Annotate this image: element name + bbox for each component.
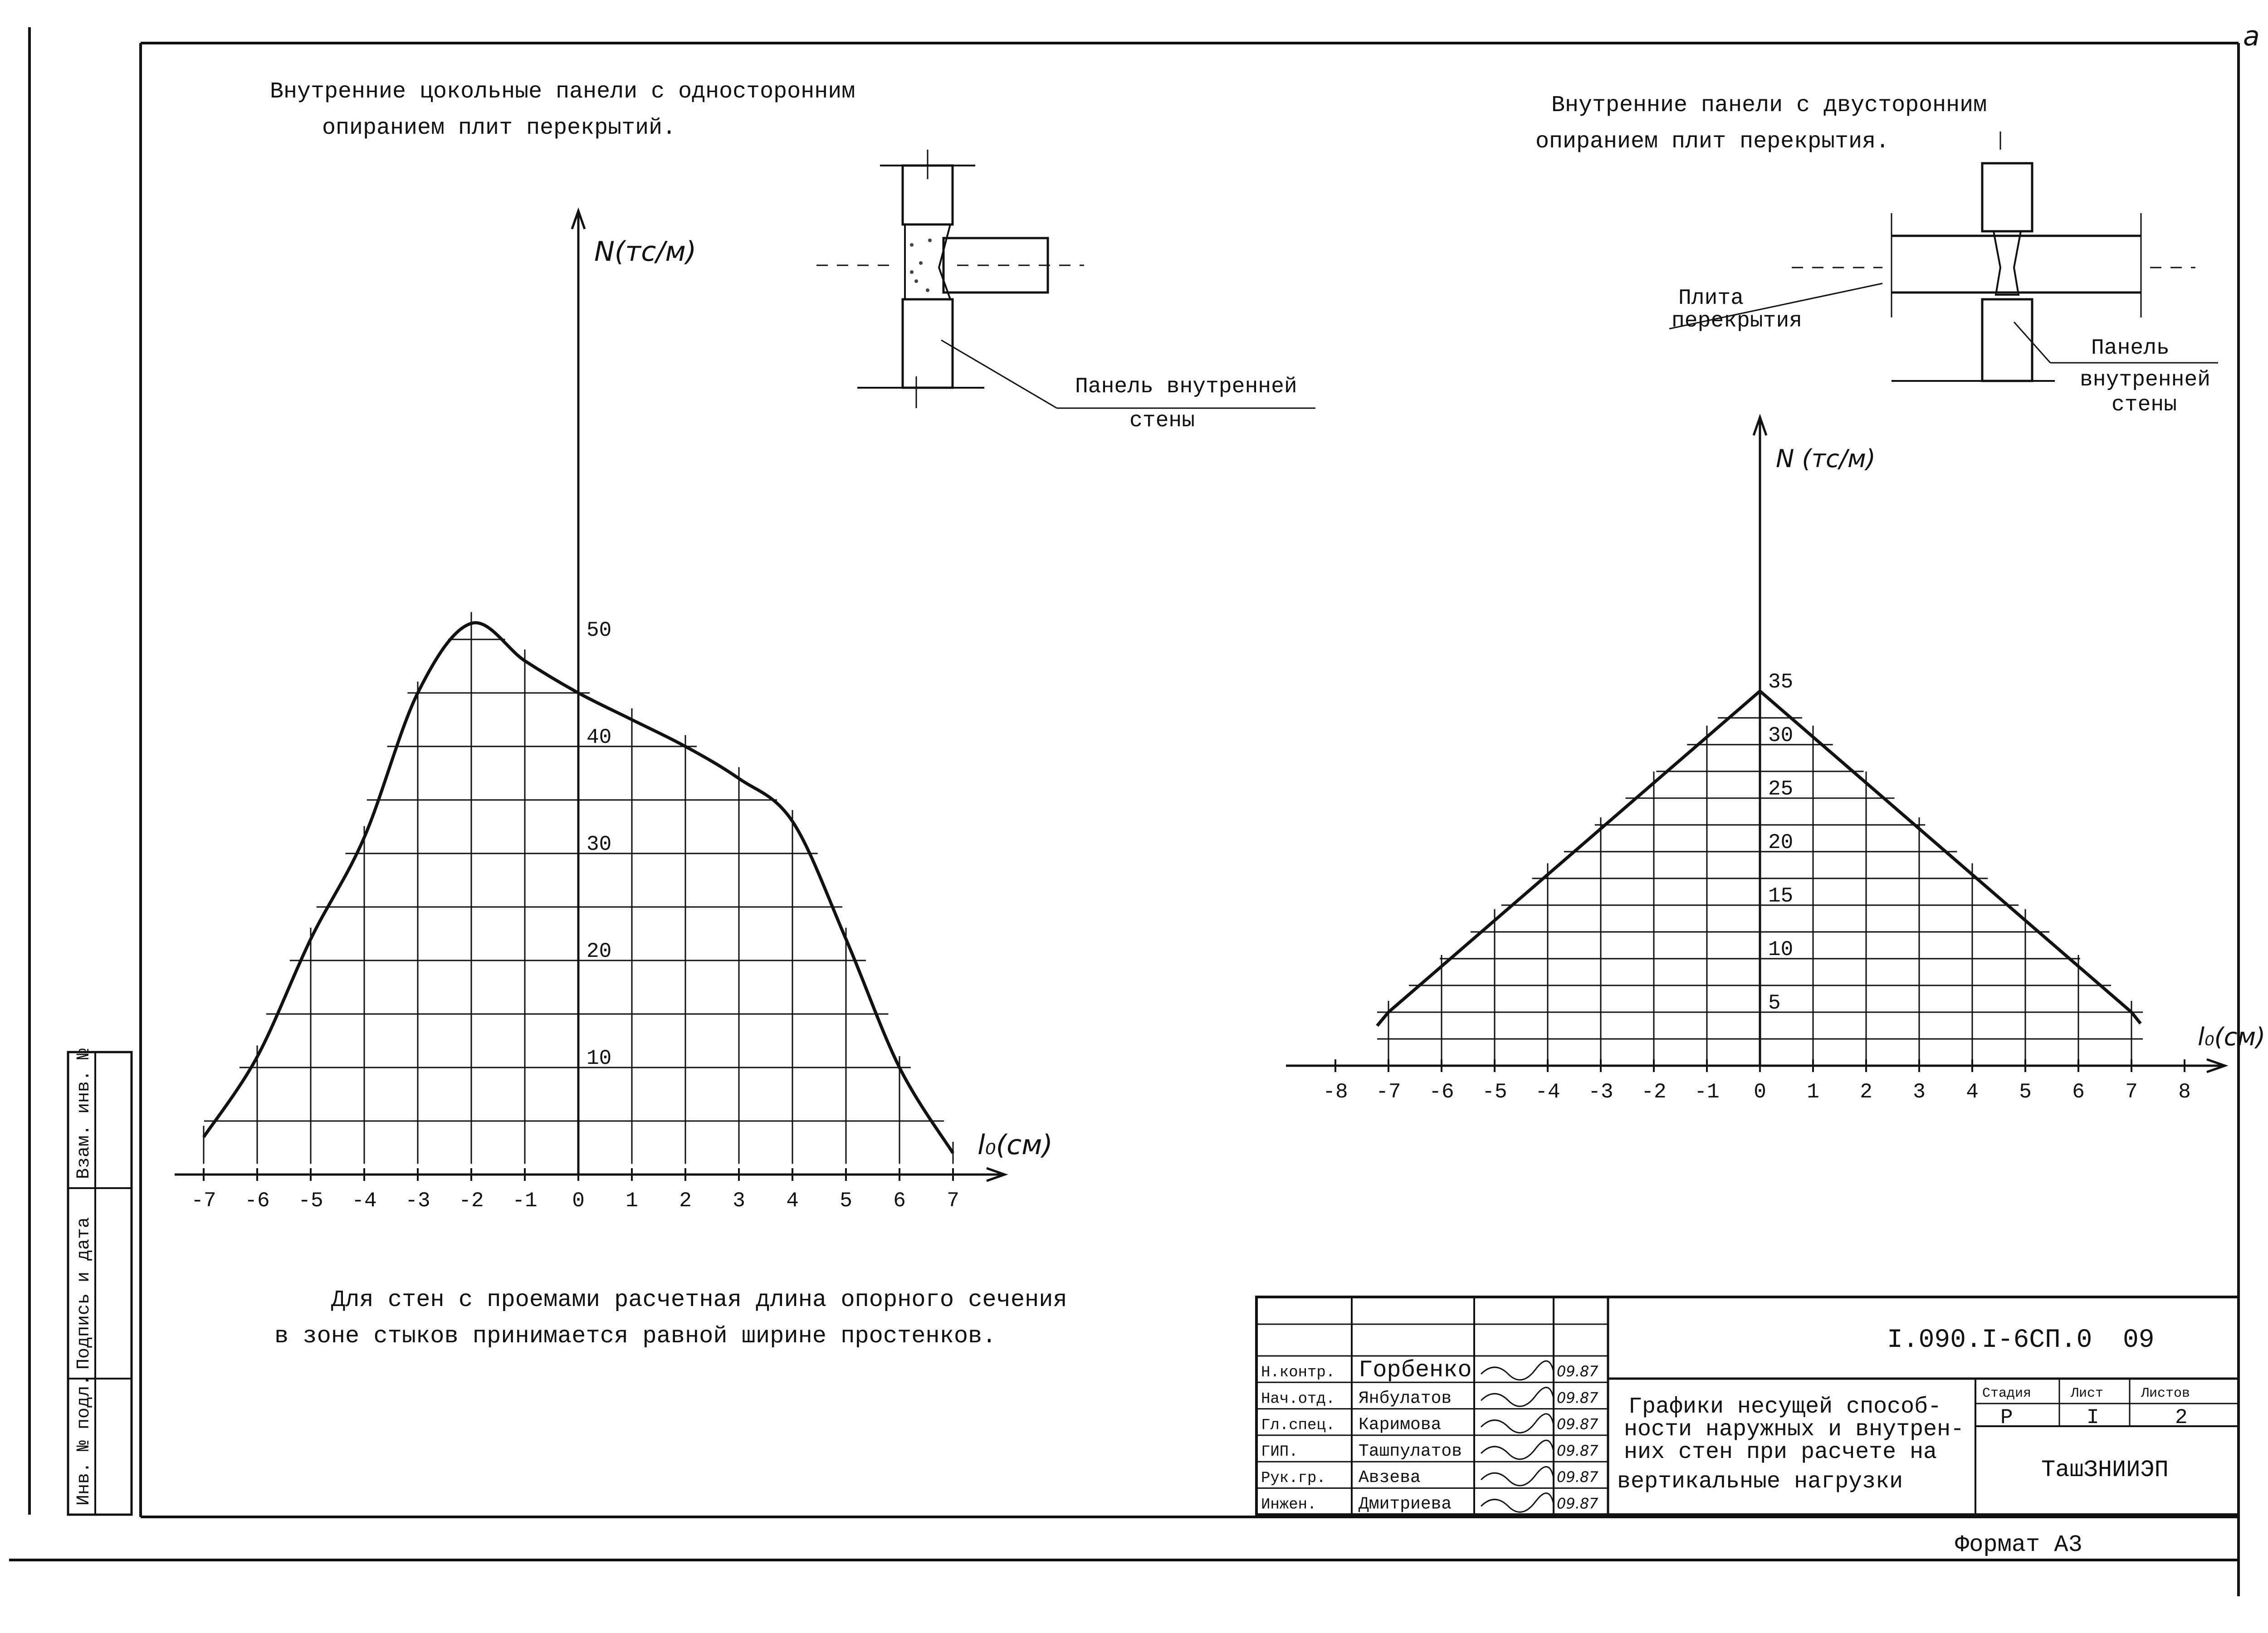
x-tick-label: 1 (1807, 1080, 1819, 1104)
tb-role: Рук.гр. (1261, 1470, 1326, 1487)
left-title-line2: опиранием плит перекрытий. (322, 115, 676, 141)
sheets-head: Листов (2141, 1386, 2190, 1401)
x-tick-label: -7 (191, 1189, 216, 1213)
org-name: ТашЗНИИЭП (2041, 1457, 2169, 1483)
title-line1: Графики несущей способ- (1628, 1394, 1942, 1420)
x-tick-label: -3 (405, 1189, 430, 1213)
tb-name: Ташпулатов (1359, 1441, 1462, 1461)
tb-name: Дмитриева (1359, 1494, 1452, 1514)
tb-signature (1481, 1387, 1554, 1406)
x-tick-label: -1 (512, 1189, 538, 1213)
y-tick-label: 20 (1768, 831, 1794, 854)
y-tick-label: 5 (1768, 991, 1781, 1015)
y-tick-label: 25 (1768, 777, 1794, 801)
right-bearing-capacity-chart (1286, 417, 2265, 1104)
right-callout-line1: Панель (2091, 336, 2170, 361)
tb-date: 09.87 (1557, 1415, 1598, 1433)
title-line3: них стен при расчете на (1624, 1439, 1937, 1465)
sheet-frame (9, 20, 2260, 1596)
corner-mark: a (2243, 20, 2260, 52)
right-callout-line3: стены (2112, 393, 2177, 417)
y-tick-label: 30 (1768, 724, 1794, 747)
tb-role: Гл.спец. (1261, 1417, 1335, 1434)
y-tick-label: 50 (587, 619, 612, 642)
x-tick-label: -7 (1376, 1080, 1401, 1104)
left-chart-axes (175, 211, 1005, 1181)
x-tick-label: -5 (298, 1189, 323, 1213)
stage-value: Р (2000, 1406, 2013, 1429)
tb-role: ГИП. (1261, 1443, 1298, 1461)
y-tick-label: 20 (587, 940, 612, 963)
format-label: Формат А3 (1955, 1531, 2082, 1558)
x-tick-label: 6 (2072, 1080, 2085, 1104)
stage-head: Стадия (1982, 1386, 2032, 1401)
x-tick-label: 0 (1754, 1080, 1766, 1104)
sheet-code: 09 (2123, 1326, 2155, 1355)
left-title-line1: Внутренние цокольные панели с односторонним (270, 79, 855, 105)
left-callout-line2: стены (1129, 409, 1195, 433)
right-title-line2: опиранием плит перекрытия. (1535, 129, 1890, 155)
y-tick-label: 10 (1768, 938, 1794, 961)
sheet-head: Лист (2071, 1386, 2104, 1401)
left-chart-y-ticks (587, 619, 611, 1070)
tb-date: 09.87 (1557, 1495, 1598, 1512)
left-joint-detail (816, 150, 1315, 433)
slab-label-line2: перекрытия (1672, 309, 1803, 333)
y-tick-label: 35 (1768, 670, 1794, 694)
right-chart-y-ticks (1768, 670, 1793, 1015)
left-bearing-capacity-chart (175, 211, 1053, 1213)
tb-signature (1481, 1440, 1554, 1459)
tb-name: Янбулатов (1359, 1389, 1452, 1409)
y-tick-label: 40 (587, 726, 612, 749)
stamp-podpis: Подпись и дата (74, 1217, 94, 1370)
x-tick-label: -4 (1535, 1080, 1560, 1104)
left-callout-line1: Панель внутренней (1075, 375, 1297, 399)
right-chart-ylabel: N (тс/м) (1776, 444, 1876, 473)
tb-role: Нач.отд. (1261, 1390, 1335, 1408)
y-tick-label: 30 (587, 833, 612, 856)
tb-name: Горбенко (1359, 1357, 1472, 1384)
right-joint-detail (1669, 132, 2218, 417)
sheet-value: I (2087, 1406, 2099, 1429)
tb-date: 09.87 (1557, 1468, 1598, 1486)
x-tick-label: -4 (352, 1189, 377, 1213)
tb-role: Инжен. (1261, 1496, 1317, 1514)
x-tick-label: -6 (244, 1189, 270, 1213)
x-tick-label: 5 (2019, 1080, 2032, 1104)
tb-signature (1481, 1493, 1554, 1512)
title-line2: ности наружных и внутрен- (1624, 1417, 1965, 1443)
tb-date: 09.87 (1557, 1363, 1598, 1380)
note-line1: Для стен с проемами расчетная длина опорного сечения (331, 1287, 1067, 1313)
x-tick-label: 0 (572, 1189, 585, 1213)
x-tick-label: 6 (893, 1189, 906, 1213)
x-tick-label: -3 (1588, 1080, 1613, 1104)
tb-name: Авзева (1359, 1468, 1421, 1488)
x-tick-label: 4 (1966, 1080, 1979, 1104)
left-chart-ylabel: N(тс/м) (594, 236, 697, 268)
x-tick-label: -8 (1323, 1080, 1348, 1104)
x-tick-label: 2 (1860, 1080, 1872, 1104)
right-title-line1: Внутренние панели с двусторонним (1551, 93, 1987, 118)
left-chart-x-ticks (191, 1189, 959, 1213)
x-tick-label: 3 (733, 1189, 745, 1213)
side-stamp (68, 1048, 132, 1515)
tb-date: 09.87 (1557, 1442, 1598, 1459)
x-tick-label: 1 (626, 1189, 638, 1213)
x-tick-label: 3 (1913, 1080, 1926, 1104)
tb-role: Н.контр. (1261, 1364, 1335, 1381)
tb-signature (1481, 1467, 1554, 1486)
stamp-vzam: Взам. инв. № (74, 1048, 94, 1179)
x-tick-label: -2 (459, 1189, 484, 1213)
x-tick-label: 8 (2178, 1080, 2191, 1104)
tb-signature (1481, 1361, 1554, 1380)
sheets-value: 2 (2175, 1406, 2188, 1429)
doc-code: I.090.I-6СП.0 (1887, 1326, 2092, 1355)
right-callout-line2: внутренней (2080, 368, 2211, 392)
tb-date: 09.87 (1557, 1389, 1598, 1407)
slab-label-line1: Плита (1678, 286, 1744, 311)
title-block (1256, 1297, 2239, 1515)
x-tick-label: 5 (840, 1189, 852, 1213)
x-tick-label: -6 (1429, 1080, 1454, 1104)
stamp-inv-podl: Инв. № подл. (74, 1375, 94, 1506)
x-tick-label: -2 (1641, 1080, 1667, 1104)
tb-name: Каримова (1359, 1415, 1442, 1435)
x-tick-label: 7 (947, 1189, 959, 1213)
y-tick-label: 15 (1768, 884, 1794, 908)
title-line4: вертикальные нагрузки (1617, 1469, 1903, 1495)
right-chart-xlabel: l₀(см) (2198, 1023, 2266, 1051)
note-line2: в зоне стыков принимается равной ширине простенков. (274, 1323, 997, 1350)
x-tick-label: 2 (679, 1189, 692, 1213)
x-tick-label: -5 (1482, 1080, 1507, 1104)
x-tick-label: -1 (1694, 1080, 1720, 1104)
y-tick-label: 10 (587, 1047, 612, 1070)
x-tick-label: 4 (786, 1189, 799, 1213)
tb-signature (1481, 1414, 1554, 1433)
left-chart-xlabel: l₀(см) (978, 1129, 1053, 1161)
x-tick-label: 7 (2125, 1080, 2138, 1104)
right-chart-x-ticks (1323, 1080, 2190, 1104)
